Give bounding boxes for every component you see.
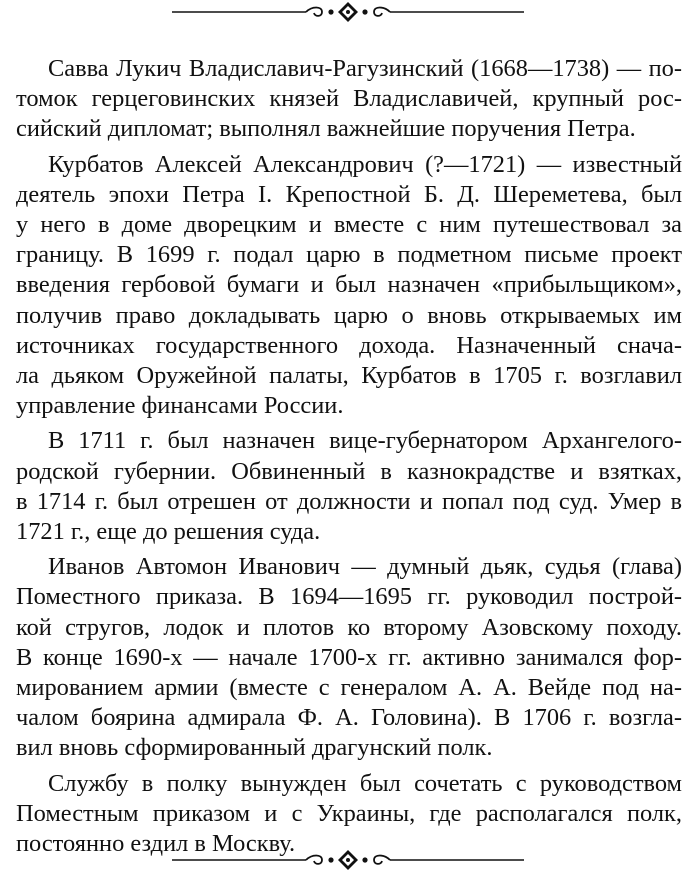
top-ornament xyxy=(0,0,696,24)
text-line: ла дьяком Оружейной палаты, Курбатов в 1705 г. возглавил xyxy=(16,362,682,390)
text-line: получив право докладывать царю о вновь открываемых им xyxy=(16,301,682,329)
text-line: сийский дипломат; выполнял важнейшие поручения Петра. xyxy=(16,115,636,143)
text-line: управление финансами России. xyxy=(16,392,344,420)
text-line: кой стругов, лодок и плотов ко второму Азовскому походу. xyxy=(16,613,682,641)
text-line: Курбатов Алексей Александрович (?—1721) — известный xyxy=(48,150,682,178)
text-line: В 1711 г. был назначен вице-губернатором Архангелого- xyxy=(48,427,682,455)
text-line: чалом боярина адмирала Ф. А. Головина). В 1706 г. возгла- xyxy=(16,704,682,732)
paragraph-4 xyxy=(16,552,682,763)
text-line: Поместного приказа. В 1694—1695 гг. руководил построй- xyxy=(16,583,682,611)
text-line: у него в доме дворецким и вместе с ним путешествовал за xyxy=(16,211,682,239)
paragraph-1 xyxy=(16,54,682,145)
text-line: томок герцеговинских князей Владиславичей, крупный рос- xyxy=(16,85,682,113)
text-line: Савва Лукич Владиславич-Рагузинский (1668—1738) — по- xyxy=(48,55,682,82)
paragraph-5 xyxy=(16,769,682,860)
text-line: мированием армии (вместе с генералом А. А. Вейде под на- xyxy=(16,674,682,702)
text-line: Поместным приказом и с Украины, где располагался полк, xyxy=(16,799,682,827)
paragraph-2 xyxy=(16,150,682,422)
bottom-ornament xyxy=(0,848,696,872)
text-line: 1721 г., еще до решения суда. xyxy=(16,518,321,546)
text-line: вил вновь сформированный драгунский полк. xyxy=(16,734,493,762)
paragraph-3 xyxy=(16,426,682,547)
text-line: границу. В 1699 г. подал царю в подметном письме проект xyxy=(16,241,682,269)
text-line: в 1714 г. был отрешен от должности и попал под суд. Умер в xyxy=(16,487,682,515)
text-line: деятель эпохи Петра I. Крепостной Б. Д. Шереметева, был xyxy=(16,180,682,208)
document-body xyxy=(16,54,682,864)
text-line: постоянно ездил в Москву. xyxy=(16,830,296,858)
text-line: родской губернии. Обвиненный в казнокрадстве и взятках, xyxy=(16,457,682,485)
text-line: В конце 1690-х — начале 1700-х гг. активно занимался фор- xyxy=(16,643,682,671)
text-line: введения гербовой бумаги и был назначен «прибыльщиком», xyxy=(16,271,682,299)
text-line: Иванов Автомон Иванович — думный дьяк, судья (глава) xyxy=(48,553,682,581)
text-line: источниках государственного дохода. Назначенный снача- xyxy=(16,331,682,359)
text-line: Службу в полку вынужден был сочетать с руководством xyxy=(48,769,682,797)
